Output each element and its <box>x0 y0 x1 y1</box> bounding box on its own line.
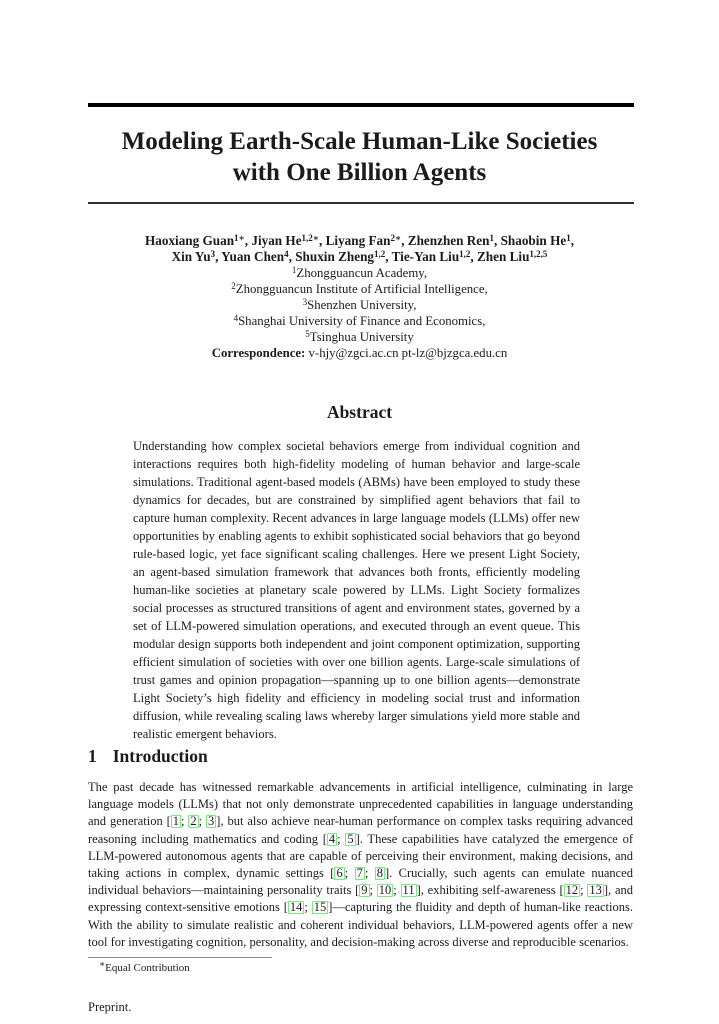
affiliation-sup: 5 <box>305 328 310 339</box>
affiliation-sup: 3 <box>302 296 308 307</box>
citation-link[interactable]: 1 <box>172 814 180 829</box>
citation-link[interactable]: 13 <box>589 883 602 898</box>
author-affiliation-sup: 1,2 <box>374 248 386 259</box>
affiliation-sup: 4 <box>233 312 239 323</box>
correspondence-line <box>0 345 719 361</box>
author-name: Jiyan $He^{1,2∗}$ <box>251 232 320 248</box>
citation-group: [ 4 ; 5 ] <box>322 831 360 846</box>
author-name: Xin Yu$^3$ <box>171 248 216 264</box>
title-line-1: Modeling Earth-Scale Human-Like Societies <box>121 128 598 155</box>
author-name: Zhenzhen Ren$^1$ <box>407 232 494 248</box>
citation-group: [ 14 ; 15 ] <box>283 900 333 915</box>
citation-link[interactable]: 6 <box>336 866 343 881</box>
author-affiliation-sup: 1 <box>566 232 571 243</box>
citation-group: [ 1 ; 2 ; 3 ] <box>166 814 221 829</box>
author-line-2: Xin Yu$^3$, Yuan Chen$^4$, Shuxin Zheng$^{1,2}$, Tie-Yan Liu$^{1,2}$, Zhen Liu$^{1,2,5}$ <box>171 248 548 264</box>
affiliation-line: $^2$Zhongguancun Institute of Artificial Intelligence, <box>231 280 488 296</box>
affiliation-sup: 2 <box>231 280 236 291</box>
author-name: Shaobin He$^1$ <box>500 232 571 248</box>
preprint-label: Preprint. <box>88 1000 132 1014</box>
author-affiliation-sup: 1,2,5 <box>529 248 548 259</box>
section-number: 1 <box>88 746 97 766</box>
correspondence-label: Correspondence: <box>211 346 306 360</box>
section-1-heading <box>88 746 208 767</box>
author-line-1: Haoxiang Guan$^{1∗}$, Jiyan $He^{1,2∗}$, Liyang Fan$^{2∗}$, Zhenzhen Ren$^1$, Shaobin He$^1$, <box>145 232 574 248</box>
citation-group: [ 6 ; 7 ; 8 ] <box>330 866 390 881</box>
author-affiliation-sup: 4 <box>284 248 289 259</box>
author-name: Shuxin Zheng$^{1,2}$ <box>295 248 386 264</box>
section-title: Introduction <box>112 746 208 766</box>
affiliation-line: $^5$Tsinghua University <box>305 328 414 344</box>
affiliation-list <box>0 265 719 345</box>
citation-link[interactable]: 5 <box>347 831 354 846</box>
author-affiliation-block <box>0 233 719 361</box>
author-name: Tie-Yan Liu$^{1,2}$ <box>391 248 471 264</box>
correspondence-emails[interactable]: v-hjy@zgci.ac.cn pt-lz@bjzgca.edu.cn <box>308 346 508 360</box>
footnote-symbol: ∗ <box>99 958 106 969</box>
citation-link[interactable]: 15 <box>313 900 327 915</box>
abstract-heading: Abstract <box>326 402 393 422</box>
title-line-2: with One Billion Agents <box>232 159 487 186</box>
citation-link[interactable]: 4 <box>328 831 336 846</box>
top-rule <box>88 103 634 107</box>
affiliation-line: $^3$Shenzhen University, <box>302 296 417 312</box>
author-name: Liyang Fan$^{2∗}$ <box>325 232 402 248</box>
author-affiliation-sup: 1∗ <box>234 232 245 243</box>
affiliation-line: $^4$Shanghai University of Finance and Economics, <box>233 312 486 328</box>
paper-title <box>0 126 719 188</box>
footnote-rule <box>88 957 272 958</box>
author-name: Yuan Chen$^4$ <box>221 248 289 264</box>
equal-contribution-footnote <box>99 958 190 974</box>
affiliation-sup: 1 <box>291 264 297 275</box>
citation-link[interactable]: 7 <box>356 866 363 881</box>
author-affiliation-sup: 2∗ <box>390 232 402 243</box>
affiliation-line: $^1$Zhongguancun Academy, <box>291 264 428 280</box>
author-name: Zhen Liu$^{1,2,5}$ <box>477 248 548 264</box>
citation-link[interactable]: 2 <box>190 814 197 829</box>
citation-link[interactable]: 8 <box>376 866 383 881</box>
footnote-text: Equal Contribution <box>105 962 190 974</box>
citation-link[interactable]: 9 <box>361 883 368 898</box>
citation-link[interactable]: 10 <box>378 883 392 898</box>
intro-paragraph: The past decade has witnessed remarkable advancements in artificial intelligence, culminating in large language models (LLMs) that not only demonstrate unprecedented capabilities in language understanding and generation [ 1 ; 2 ; 3 ], but also achieve near-human performance on complex tasks requiring advanced reasoning including mathematics and coding [ 4 ; 5 ]. These capabilities have catalyzed the emergence of LLM-powered autonomous agents that are capable of perceiving their environment, making decisions, and taking actions in complex, dynamic settings [ 6 ; 7 ; 8 ]. Crucially, such agents can emulate nuanced individual behaviors—maintaining personality traits [ 9 ; 10 ; 11 ], exhibiting self-awareness [ 12 ; 13 ], and expressing context-sensitive emotions [ 14 ; 15 ]—capturing the fluidity and depth of human-like reactions. With the ability to simulate realistic and coherent individual behaviors, LLM-powered agents offer a new tool for investigating cognition, personality, and decision-making across diverse and reproducible scenarios. <box>88 780 633 949</box>
author-affiliation-sup: 1,2∗ <box>301 232 320 243</box>
citation-link[interactable]: 12 <box>565 883 579 898</box>
citation-link[interactable]: 14 <box>289 900 303 915</box>
title-rule <box>88 202 634 204</box>
citation-link[interactable]: 11 <box>402 883 415 898</box>
citation-group: [ 12 ; 13 ] <box>559 883 609 898</box>
author-affiliation-sup: 3 <box>210 248 216 259</box>
author-affiliation-sup: 1,2 <box>459 248 471 259</box>
author-affiliation-sup: 1 <box>489 232 494 243</box>
citation-link[interactable]: 3 <box>208 814 215 829</box>
author-name: Haoxiang Guan$^{1∗}$ <box>145 232 245 248</box>
abstract-text: Understanding how complex societal behaviors emerge from individual cognition and interactions requires both high-fidelity modeling of human behavior and large-scale simulations. Traditional agent-based models (ABMs) have been employed to study these dynamics for decades, but are constrained by simplified agent behaviors that fail to capture human complexity. Recent advances in large language models (LLMs) offer new opportunities by enabling agents to exhibit sophisticated social behaviors that go beyond rule-based logic, yet face significant scaling challenges. Here we present Light Society, an agent-based simulation framework that advances both fronts, efficiently modeling human-like societies at planetary scale powered by LLMs. Light Society formalizes social processes as structured transitions of agent and environment states, governed by a set of LLM-powered simulation operations, and executed through an event queue. This modular design supports both independent and joint component optimization, supporting efficient simulation of societies with over one billion agents. Large-scale simulations of trust games and opinion propagation—spanning up to one billion agents—demonstrate Light Society’s high fidelity and efficiency in modeling social trust and information diffusion, while revealing scaling laws whereby larger simulations yield more stable and realistic emergent behaviors. <box>133 439 580 741</box>
citation-group: [ 9 ; 10 ; 11 ] <box>355 883 421 898</box>
